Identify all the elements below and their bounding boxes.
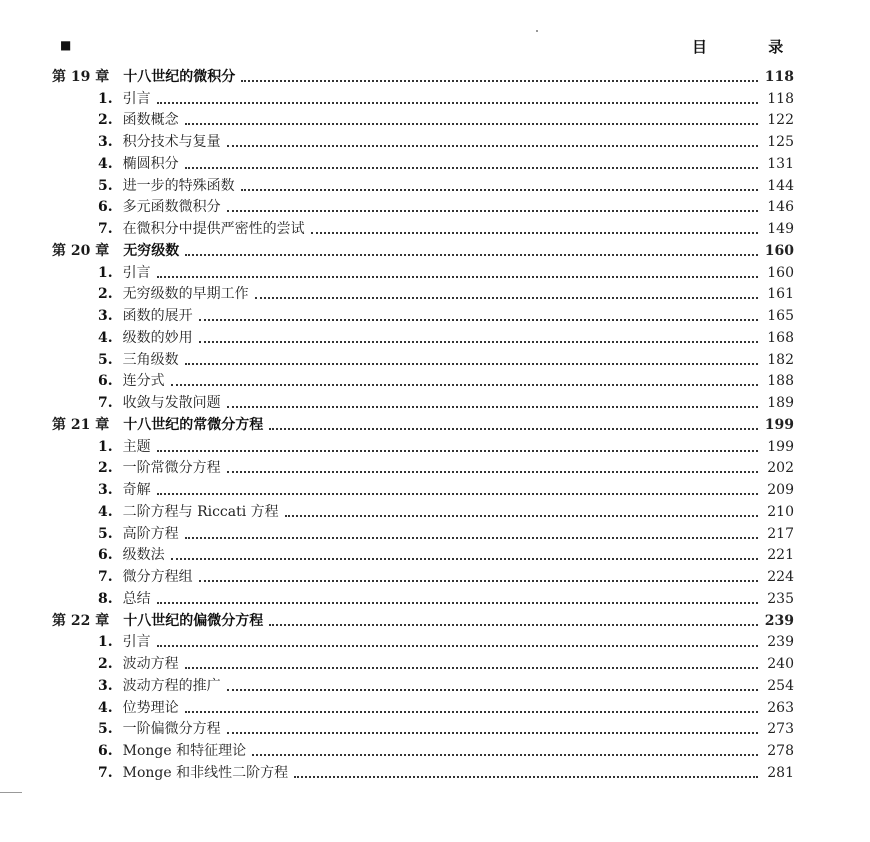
page-number: 239 [764, 612, 794, 629]
section-title: 一阶常微分方程 [122, 460, 221, 477]
section-title: 高阶方程 [122, 525, 179, 542]
dot-leader [227, 689, 758, 691]
dot-leader [252, 754, 758, 756]
section-number: 3. [98, 134, 113, 150]
dot-leader [157, 645, 758, 647]
section-title: 波动方程的推广 [122, 677, 221, 694]
page-number: 160 [767, 264, 794, 281]
toc-section-row [52, 695, 794, 717]
scan-speck [536, 30, 538, 32]
page-number: 199 [767, 438, 794, 455]
section-number: 3. [98, 677, 113, 694]
section-number: 4. [98, 503, 113, 520]
dot-leader [241, 189, 758, 191]
toc-section-row [52, 347, 794, 369]
chapter-title: 无穷级数 [123, 242, 180, 259]
section-title: 收敛与发散问题 [122, 395, 221, 411]
section-title: 多元函数微积分 [122, 199, 221, 216]
toc-section-row [52, 303, 794, 325]
page-number: 224 [767, 569, 794, 585]
toc-section-row [52, 325, 794, 347]
dot-leader [294, 776, 758, 778]
toc-section-row [52, 434, 794, 456]
section-title: 椭圆积分 [122, 155, 179, 172]
dot-leader [157, 602, 758, 604]
page-number: 182 [767, 351, 794, 368]
page-number: 199 [764, 416, 794, 433]
dot-leader [227, 406, 758, 408]
section-number: 2. [98, 460, 113, 477]
section-title: 引言 [122, 90, 151, 107]
page-number: 263 [767, 699, 794, 716]
dot-leader [269, 624, 758, 626]
chapter-title: 十八世纪的微积分 [123, 68, 236, 85]
section-number: 7. [98, 221, 113, 237]
page-number: 161 [767, 286, 794, 303]
section-title: 无穷级数的早期工作 [122, 286, 249, 303]
page-number: 254 [767, 677, 794, 694]
section-number: 2. [98, 112, 113, 129]
section-title: 在微积分中提供严密性的尝试 [122, 221, 305, 237]
dot-leader [227, 210, 758, 212]
section-number: 3. [98, 308, 113, 324]
page-number: 146 [767, 199, 794, 216]
toc-section-row [52, 760, 794, 782]
section-number: 5. [98, 177, 113, 194]
page-number: 217 [767, 525, 794, 542]
dot-leader [157, 450, 758, 452]
toc-section-row [52, 477, 794, 499]
section-number: 2. [98, 286, 113, 303]
section-number: 4. [98, 329, 113, 346]
section-title: 级数法 [122, 547, 165, 564]
dot-leader [227, 471, 758, 473]
section-number: 7. [98, 395, 113, 411]
chapter-number: 第 20 章 [52, 242, 110, 259]
page-number: 240 [767, 656, 794, 672]
chapter-number: 第 19 章 [52, 68, 110, 85]
dot-leader [185, 711, 758, 713]
dot-leader [241, 80, 758, 82]
page-number: 235 [767, 590, 794, 607]
page-number: 239 [767, 634, 794, 651]
dot-leader [285, 515, 758, 517]
chapter-number: 第 21 章 [52, 416, 110, 433]
section-title: 引言 [122, 634, 151, 651]
dot-leader [199, 580, 758, 582]
toc-section-row [52, 390, 794, 412]
toc-section-row [52, 456, 794, 478]
section-title: 二阶方程与 Riccati 方程 [122, 503, 279, 520]
chapter-title: 十八世纪的偏微分方程 [123, 612, 264, 629]
page-title: 目 录 [692, 38, 812, 56]
section-title: 进一步的特殊函数 [122, 177, 235, 194]
section-title: 连分式 [122, 373, 165, 390]
dot-leader [185, 123, 758, 125]
toc-chapter-row [52, 412, 794, 434]
scan-edge-mark [0, 792, 22, 793]
page-number: 202 [767, 460, 794, 477]
dot-leader [255, 297, 758, 299]
section-number: 1. [98, 90, 113, 107]
section-title: 微分方程组 [122, 569, 193, 585]
section-number: 1. [98, 264, 113, 281]
page-number: 131 [767, 155, 794, 172]
toc-section-row [52, 216, 794, 238]
toc-section-row [52, 586, 794, 608]
page-number: 221 [767, 547, 794, 564]
dot-leader [227, 732, 758, 734]
section-title: 函数概念 [122, 112, 179, 129]
dot-leader [157, 102, 758, 104]
section-number: 6. [98, 547, 113, 564]
page-number: 209 [767, 482, 794, 498]
dot-leader [199, 341, 758, 343]
page-number: 122 [767, 112, 794, 129]
section-title: 总结 [122, 590, 151, 607]
page-number: 278 [767, 743, 794, 759]
section-number: 8. [98, 590, 113, 607]
toc-section-row [52, 260, 794, 282]
dot-leader [269, 428, 758, 430]
corner-mark: ■ [60, 38, 72, 52]
page-number: 160 [764, 242, 794, 259]
section-number: 1. [98, 634, 113, 651]
toc-section-row [52, 521, 794, 543]
dot-leader [311, 232, 758, 234]
toc-section-row [52, 564, 794, 586]
section-number: 4. [98, 699, 113, 716]
section-number: 7. [98, 569, 113, 585]
toc-section-row [52, 173, 794, 195]
section-number: 5. [98, 721, 113, 738]
dot-leader [185, 254, 758, 256]
toc-section-row [52, 129, 794, 151]
page-number: 149 [767, 221, 794, 237]
chapter-number: 第 22 章 [52, 612, 110, 629]
toc-section-row [52, 651, 794, 673]
section-number: 5. [98, 351, 113, 368]
toc-chapter-row [52, 238, 794, 260]
toc-section-row [52, 630, 794, 652]
dot-leader [227, 145, 758, 147]
toc-section-row [52, 673, 794, 695]
page-number: 125 [767, 134, 794, 150]
page-number: 118 [764, 68, 794, 85]
dot-leader [185, 167, 758, 169]
toc-section-row [52, 717, 794, 739]
section-number: 3. [98, 482, 113, 498]
toc-section-row [52, 86, 794, 108]
toc-section-row [52, 499, 794, 521]
page-number: 189 [767, 395, 794, 411]
section-number: 7. [98, 764, 113, 781]
dot-leader [171, 384, 758, 386]
section-title: Monge 和特征理论 [122, 743, 247, 759]
section-title: 级数的妙用 [122, 329, 193, 346]
page-number: 281 [767, 764, 794, 781]
toc-section-row [52, 108, 794, 130]
page-number: 273 [767, 721, 794, 738]
toc-section-row [52, 369, 794, 391]
toc-section-row [52, 738, 794, 760]
toc-chapter-row [52, 64, 794, 86]
section-title: 主题 [122, 438, 151, 455]
section-title: 引言 [122, 264, 151, 281]
page-number: 168 [767, 329, 794, 346]
page-number: 144 [767, 177, 794, 194]
table-of-contents [52, 64, 794, 782]
page-number: 165 [767, 308, 794, 324]
section-title: 奇解 [122, 482, 151, 498]
dot-leader [185, 537, 758, 539]
section-number: 5. [98, 525, 113, 542]
dot-leader [171, 558, 758, 560]
section-number: 2. [98, 656, 113, 672]
section-title: Monge 和非线性二阶方程 [122, 764, 289, 781]
section-title: 函数的展开 [122, 308, 193, 324]
section-number: 4. [98, 155, 113, 172]
section-number: 6. [98, 199, 113, 216]
page-number: 210 [767, 503, 794, 520]
toc-section-row [52, 151, 794, 173]
section-title: 波动方程 [122, 656, 179, 672]
toc-section-row [52, 543, 794, 565]
chapter-title: 十八世纪的常微分方程 [123, 416, 264, 433]
dot-leader [157, 493, 758, 495]
dot-leader [157, 276, 758, 278]
section-title: 三角级数 [122, 351, 179, 368]
section-number: 1. [98, 438, 113, 455]
dot-leader [199, 319, 758, 321]
page-number: 118 [767, 90, 794, 107]
section-title: 积分技术与复量 [122, 134, 221, 150]
dot-leader [185, 363, 758, 365]
section-title: 位势理论 [122, 699, 179, 716]
dot-leader [185, 667, 758, 669]
section-title: 一阶偏微分方程 [122, 721, 221, 738]
toc-section-row [52, 282, 794, 304]
toc-chapter-row [52, 608, 794, 630]
section-number: 6. [98, 743, 113, 759]
section-number: 6. [98, 373, 113, 390]
page-number: 188 [767, 373, 794, 390]
toc-section-row [52, 195, 794, 217]
